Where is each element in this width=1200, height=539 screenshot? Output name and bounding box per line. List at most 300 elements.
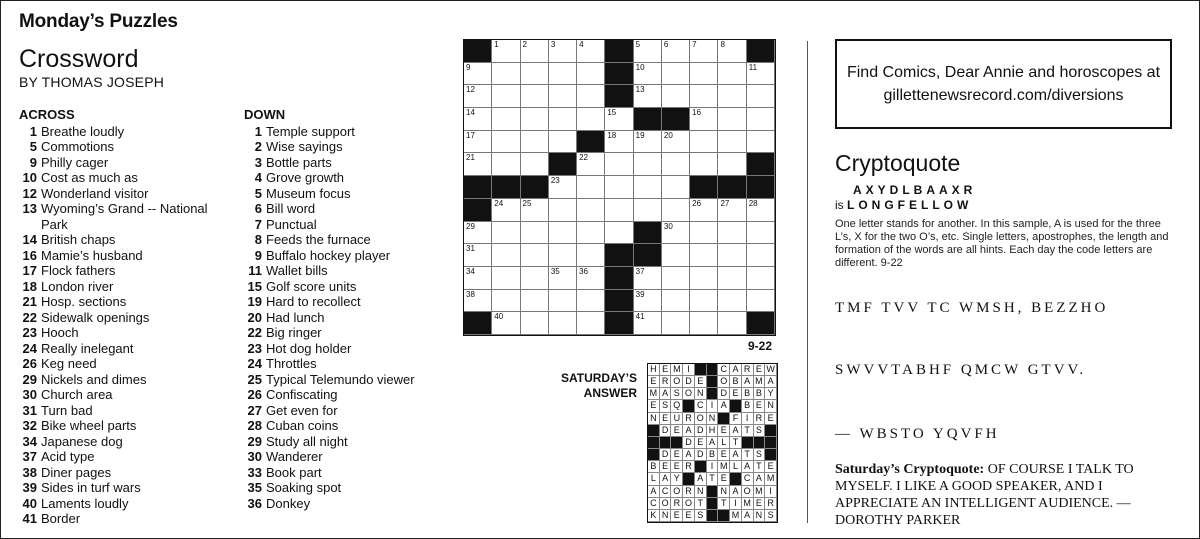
cryptoquote-sample-plain: LONGFELLOW <box>847 198 973 212</box>
grid-cell[interactable] <box>690 63 718 86</box>
clue-text: Grove growth <box>266 170 345 185</box>
grid-cell[interactable] <box>492 63 520 86</box>
clue-text: Wyoming’s Grand -- National Park <box>41 201 208 232</box>
grid-cell[interactable] <box>464 267 492 290</box>
across-clue[interactable] <box>19 465 224 481</box>
clue-text: London river <box>41 278 114 294</box>
saturday-answer-label-line1: SATURDAY’S <box>560 371 637 385</box>
grid-cell[interactable] <box>521 290 549 313</box>
down-clue[interactable] <box>244 418 444 434</box>
grid-cell[interactable] <box>605 176 633 199</box>
answer-letter: E <box>718 425 730 437</box>
grid-cell[interactable] <box>662 153 690 176</box>
answer-letter: B <box>742 388 754 400</box>
grid-cell[interactable] <box>718 199 746 222</box>
grid-cell[interactable] <box>549 267 577 290</box>
cell-number: 14 <box>466 108 475 118</box>
answer-letter: M <box>648 388 660 400</box>
answer-letter: D <box>695 449 707 461</box>
clue-text: Church area <box>41 387 113 402</box>
grid-cell[interactable] <box>634 85 662 108</box>
grid-cell[interactable] <box>521 108 549 131</box>
down-clue[interactable] <box>244 325 444 341</box>
clue-number: 24 <box>247 356 262 371</box>
answer-block <box>730 473 742 485</box>
grid-cell[interactable] <box>549 85 577 108</box>
down-clue[interactable] <box>244 124 444 140</box>
across-clue[interactable] <box>19 341 224 357</box>
grid-cell[interactable] <box>747 222 775 245</box>
grid-cell[interactable] <box>605 108 633 131</box>
answer-letter: A <box>730 449 742 461</box>
grid-cell[interactable] <box>690 131 718 154</box>
grid-cell[interactable] <box>577 267 605 290</box>
grid-cell[interactable] <box>577 222 605 245</box>
answer-letter: W <box>765 364 777 376</box>
clue-text: Bike wheel parts <box>41 418 137 433</box>
answer-letter: O <box>683 498 695 510</box>
down-clue[interactable] <box>244 372 444 388</box>
answer-letter: N <box>648 413 660 425</box>
grid-cell[interactable] <box>521 222 549 245</box>
clue-number: 39 <box>22 480 37 495</box>
answer-letter: M <box>754 376 766 388</box>
cell-number: 17 <box>466 130 475 140</box>
grid-cell[interactable] <box>747 108 775 131</box>
down-clue[interactable] <box>244 434 444 450</box>
grid-block <box>690 176 718 199</box>
clue-number: 7 <box>254 216 262 232</box>
clue-text: Get even for <box>266 402 338 418</box>
grid-cell[interactable] <box>464 63 492 86</box>
grid-cell[interactable] <box>577 153 605 176</box>
clue-text: Study all night <box>266 433 348 449</box>
clue-number: 27 <box>247 402 262 418</box>
grid-cell[interactable] <box>577 63 605 86</box>
grid-block <box>605 85 633 108</box>
cell-number: 37 <box>635 266 645 276</box>
grid-cell[interactable] <box>464 290 492 313</box>
answer-letter: T <box>707 473 719 485</box>
across-clue[interactable] <box>19 480 224 496</box>
grid-cell[interactable] <box>662 244 690 267</box>
answer-letter: M <box>671 364 683 376</box>
across-clue[interactable] <box>19 279 224 295</box>
promo-line1: Find Comics, Dear Annie and horoscopes at <box>846 64 1161 81</box>
answer-letter: D <box>718 388 730 400</box>
grid-cell[interactable] <box>521 63 549 86</box>
across-clue[interactable] <box>19 232 224 248</box>
clue-number: 29 <box>247 433 262 449</box>
grid-cell[interactable] <box>690 108 718 131</box>
grid-cell[interactable] <box>747 85 775 108</box>
answer-letter: A <box>742 510 754 522</box>
grid-cell[interactable] <box>577 40 605 63</box>
grid-cell[interactable] <box>662 199 690 222</box>
down-clue[interactable] <box>244 310 444 326</box>
clue-number: 9 <box>29 154 37 170</box>
grid-cell[interactable] <box>577 312 605 335</box>
clue-text: Punctual <box>266 216 317 232</box>
answer-block <box>730 400 742 412</box>
answer-letter: I <box>742 413 754 425</box>
down-clue[interactable] <box>244 155 444 171</box>
grid-cell[interactable] <box>662 176 690 199</box>
grid-cell[interactable] <box>549 63 577 86</box>
down-clue[interactable] <box>244 248 444 264</box>
grid-cell[interactable] <box>549 199 577 222</box>
clue-text: Bottle parts <box>266 154 332 170</box>
clue-text: Hosp. sections <box>41 294 127 309</box>
clue-text: Bill word <box>266 201 316 216</box>
answer-letter: I <box>707 400 719 412</box>
grid-cell[interactable] <box>464 108 492 131</box>
answer-letter: A <box>730 425 742 437</box>
clue-number: 5 <box>29 139 37 154</box>
grid-cell[interactable] <box>634 267 662 290</box>
cryptoquote-sample-code: AXYDLBAAXR <box>853 183 977 197</box>
answer-letter: R <box>671 498 683 510</box>
down-clue[interactable] <box>244 387 444 403</box>
grid-cell[interactable] <box>577 244 605 267</box>
grid-block <box>634 244 662 267</box>
grid-cell[interactable] <box>634 153 662 176</box>
grid-cell[interactable] <box>492 290 520 313</box>
grid-cell[interactable] <box>718 85 746 108</box>
answer-letter: R <box>742 364 754 376</box>
down-clue[interactable] <box>244 232 444 248</box>
answer-letter: D <box>695 425 707 437</box>
answer-letter: N <box>695 388 707 400</box>
page-title: Monday’s Puzzles <box>19 11 178 32</box>
answer-letter: A <box>718 400 730 412</box>
grid-cell[interactable] <box>492 85 520 108</box>
grid-cell[interactable] <box>464 85 492 108</box>
clue-number: 8 <box>254 232 262 247</box>
answer-letter: C <box>718 364 730 376</box>
answer-letter: S <box>754 425 766 437</box>
down-clue[interactable] <box>244 356 444 372</box>
grid-cell[interactable] <box>549 131 577 154</box>
grid-cell[interactable] <box>718 63 746 86</box>
across-clue[interactable] <box>19 356 224 372</box>
answer-letter: B <box>707 449 719 461</box>
clue-number: 13 <box>22 201 37 216</box>
down-clue[interactable] <box>244 263 444 279</box>
grid-cell[interactable] <box>549 40 577 63</box>
grid-cell[interactable] <box>747 244 775 267</box>
grid-cell[interactable] <box>464 153 492 176</box>
answer-letter: H <box>648 364 660 376</box>
answer-letter: H <box>707 425 719 437</box>
grid-cell[interactable] <box>549 290 577 313</box>
grid-cell[interactable] <box>634 40 662 63</box>
grid-cell[interactable] <box>577 199 605 222</box>
grid-cell[interactable] <box>521 244 549 267</box>
answer-block <box>648 449 660 461</box>
grid-cell[interactable] <box>690 267 718 290</box>
grid-cell[interactable] <box>747 63 775 86</box>
grid-cell[interactable] <box>521 199 549 222</box>
grid-cell[interactable] <box>690 312 718 335</box>
grid-cell[interactable] <box>549 222 577 245</box>
clue-text: Wanderer <box>266 449 323 464</box>
grid-block <box>747 312 775 335</box>
down-clue[interactable] <box>244 279 444 295</box>
grid-cell[interactable] <box>577 85 605 108</box>
across-clue[interactable] <box>19 372 224 388</box>
down-clue[interactable] <box>244 170 444 186</box>
grid-cell[interactable] <box>690 222 718 245</box>
grid-cell[interactable] <box>634 199 662 222</box>
cell-number: 20 <box>663 130 673 140</box>
cell-number: 19 <box>635 130 645 140</box>
clue-number: 5 <box>254 185 262 201</box>
down-clue[interactable] <box>244 139 444 155</box>
grid-cell[interactable] <box>662 290 690 313</box>
grid-block <box>605 244 633 267</box>
answer-letter: B <box>730 376 742 388</box>
clue-text: Breathe loudly <box>41 123 125 139</box>
answer-letter: S <box>765 510 777 522</box>
grid-cell[interactable] <box>662 312 690 335</box>
grid-cell[interactable] <box>549 312 577 335</box>
answer-letter: L <box>730 461 742 473</box>
grid-block <box>605 63 633 86</box>
grid-cell[interactable] <box>718 290 746 313</box>
across-clue[interactable] <box>19 496 224 512</box>
answer-letter: E <box>754 364 766 376</box>
clue-number: 23 <box>247 340 262 356</box>
answer-letter: T <box>742 449 754 461</box>
grid-cell[interactable] <box>492 267 520 290</box>
answer-block <box>683 473 695 485</box>
down-clue[interactable] <box>244 294 444 310</box>
clue-text: Turn bad <box>41 402 93 418</box>
grid-cell[interactable] <box>690 40 718 63</box>
across-clue[interactable] <box>19 201 224 232</box>
grid-cell[interactable] <box>718 153 746 176</box>
grid-cell[interactable] <box>747 267 775 290</box>
grid-cell[interactable] <box>492 131 520 154</box>
grid-cell[interactable] <box>718 40 746 63</box>
answer-block <box>707 364 719 376</box>
grid-cell[interactable] <box>492 153 520 176</box>
cell-number: 6 <box>663 40 669 49</box>
grid-cell[interactable] <box>464 131 492 154</box>
down-clue[interactable] <box>244 201 444 217</box>
clue-text: Donkey <box>266 495 311 511</box>
grid-cell[interactable] <box>634 176 662 199</box>
answer-letter: C <box>695 400 707 412</box>
grid-cell[interactable] <box>492 244 520 267</box>
across-clue[interactable] <box>19 170 224 186</box>
clue-number: 25 <box>247 371 262 387</box>
clue-text: Really inelegant <box>41 340 134 356</box>
grid-cell[interactable] <box>492 222 520 245</box>
grid-cell[interactable] <box>718 108 746 131</box>
grid-cell[interactable] <box>492 199 520 222</box>
grid-cell[interactable] <box>549 244 577 267</box>
grid-cell[interactable] <box>690 290 718 313</box>
grid-cell[interactable] <box>521 267 549 290</box>
grid-block <box>464 176 492 199</box>
crossword-grid[interactable] <box>463 39 776 336</box>
answer-block <box>695 364 707 376</box>
grid-cell[interactable] <box>492 312 520 335</box>
down-clue[interactable] <box>244 496 444 512</box>
grid-cell[interactable] <box>634 290 662 313</box>
answer-letter: O <box>671 376 683 388</box>
clue-number: 12 <box>22 185 37 201</box>
across-clue[interactable] <box>19 449 224 465</box>
grid-cell[interactable] <box>747 290 775 313</box>
grid-cell[interactable] <box>521 153 549 176</box>
across-clue[interactable] <box>19 124 224 140</box>
down-clue[interactable] <box>244 217 444 233</box>
down-clue[interactable] <box>244 186 444 202</box>
across-clue[interactable] <box>19 387 224 403</box>
answer-block <box>695 461 707 473</box>
answer-letter: Y <box>671 473 683 485</box>
answer-letter: A <box>660 473 672 485</box>
grid-block <box>464 199 492 222</box>
grid-cell[interactable] <box>577 290 605 313</box>
answer-letter: E <box>718 473 730 485</box>
across-clue[interactable] <box>19 186 224 202</box>
grid-cell[interactable] <box>718 267 746 290</box>
across-clue[interactable] <box>19 248 224 264</box>
grid-cell[interactable] <box>605 131 633 154</box>
grid-cell[interactable] <box>521 312 549 335</box>
clue-text: Flock fathers <box>41 263 116 278</box>
across-clue[interactable] <box>19 310 224 326</box>
down-clue[interactable] <box>244 449 444 465</box>
grid-cell[interactable] <box>690 244 718 267</box>
answer-letter: C <box>648 498 660 510</box>
answer-letter: O <box>742 486 754 498</box>
grid-block <box>747 176 775 199</box>
grid-block <box>464 312 492 335</box>
clue-number: 32 <box>22 418 37 433</box>
grid-cell[interactable] <box>521 40 549 63</box>
grid-cell[interactable] <box>521 85 549 108</box>
across-clue[interactable] <box>19 155 224 171</box>
grid-cell[interactable] <box>718 131 746 154</box>
clue-number: 6 <box>254 201 262 216</box>
grid-cell[interactable] <box>577 108 605 131</box>
across-clue[interactable] <box>19 511 224 527</box>
grid-cell[interactable] <box>521 131 549 154</box>
clue-number: 1 <box>254 123 262 139</box>
cell-number: 3 <box>550 40 556 49</box>
across-clue[interactable] <box>19 403 224 419</box>
grid-cell[interactable] <box>662 267 690 290</box>
grid-cell[interactable] <box>747 199 775 222</box>
answer-letter: Y <box>765 388 777 400</box>
answer-letter: C <box>742 473 754 485</box>
grid-cell[interactable] <box>747 131 775 154</box>
grid-cell[interactable] <box>718 244 746 267</box>
grid-cell[interactable] <box>492 108 520 131</box>
grid-cell[interactable] <box>662 131 690 154</box>
grid-cell[interactable] <box>577 176 605 199</box>
answer-letter: A <box>754 473 766 485</box>
cell-number: 9 <box>466 62 471 72</box>
across-clue[interactable] <box>19 434 224 450</box>
answer-letter: O <box>660 498 672 510</box>
answer-letter: S <box>671 388 683 400</box>
grid-cell[interactable] <box>549 108 577 131</box>
answer-letter: M <box>718 461 730 473</box>
grid-cell[interactable] <box>634 131 662 154</box>
cell-number: 15 <box>607 108 617 118</box>
grid-cell[interactable] <box>718 222 746 245</box>
down-clue[interactable] <box>244 465 444 481</box>
answer-letter: R <box>683 413 695 425</box>
answer-letter: E <box>754 498 766 510</box>
grid-cell[interactable] <box>690 153 718 176</box>
answer-letter: A <box>660 388 672 400</box>
saturday-cryptoquote <box>835 461 1173 529</box>
grid-block <box>577 131 605 154</box>
cell-number: 11 <box>748 62 758 72</box>
grid-cell[interactable] <box>605 222 633 245</box>
down-clue[interactable] <box>244 480 444 496</box>
answer-letter: S <box>754 449 766 461</box>
answer-letter: N <box>695 486 707 498</box>
across-clue[interactable] <box>19 325 224 341</box>
grid-cell[interactable] <box>464 222 492 245</box>
answer-letter: O <box>671 486 683 498</box>
grid-cell[interactable] <box>634 63 662 86</box>
grid-cell[interactable] <box>605 199 633 222</box>
grid-cell[interactable] <box>690 199 718 222</box>
grid-cell[interactable] <box>662 63 690 86</box>
answer-letter: R <box>754 413 766 425</box>
answer-letter: N <box>718 486 730 498</box>
grid-cell[interactable] <box>662 222 690 245</box>
grid-cell[interactable] <box>492 40 520 63</box>
answer-letter: A <box>765 376 777 388</box>
grid-cell[interactable] <box>690 85 718 108</box>
grid-cell[interactable] <box>662 40 690 63</box>
across-clue[interactable] <box>19 263 224 279</box>
answer-letter: U <box>671 413 683 425</box>
clue-text: Sides in turf wars <box>41 480 141 495</box>
grid-cell[interactable] <box>549 176 577 199</box>
across-clue[interactable] <box>19 294 224 310</box>
cryptoquote-title: Cryptoquote <box>835 150 961 176</box>
across-clue[interactable] <box>19 139 224 155</box>
answer-letter: T <box>718 498 730 510</box>
cell-number: 13 <box>635 85 645 95</box>
down-clue[interactable] <box>244 403 444 419</box>
grid-cell[interactable] <box>718 312 746 335</box>
answer-letter: A <box>707 437 719 449</box>
across-clue[interactable] <box>19 418 224 434</box>
cell-number: 27 <box>720 198 730 208</box>
promo-link[interactable]: gillettenewsrecord.com/diversions <box>883 87 1124 104</box>
across-clues <box>19 107 224 527</box>
grid-cell[interactable] <box>464 244 492 267</box>
down-clue[interactable] <box>244 341 444 357</box>
grid-cell[interactable] <box>605 153 633 176</box>
grid-cell[interactable] <box>634 312 662 335</box>
answer-block <box>718 510 730 522</box>
grid-cell[interactable] <box>662 85 690 108</box>
answer-letter: R <box>683 486 695 498</box>
